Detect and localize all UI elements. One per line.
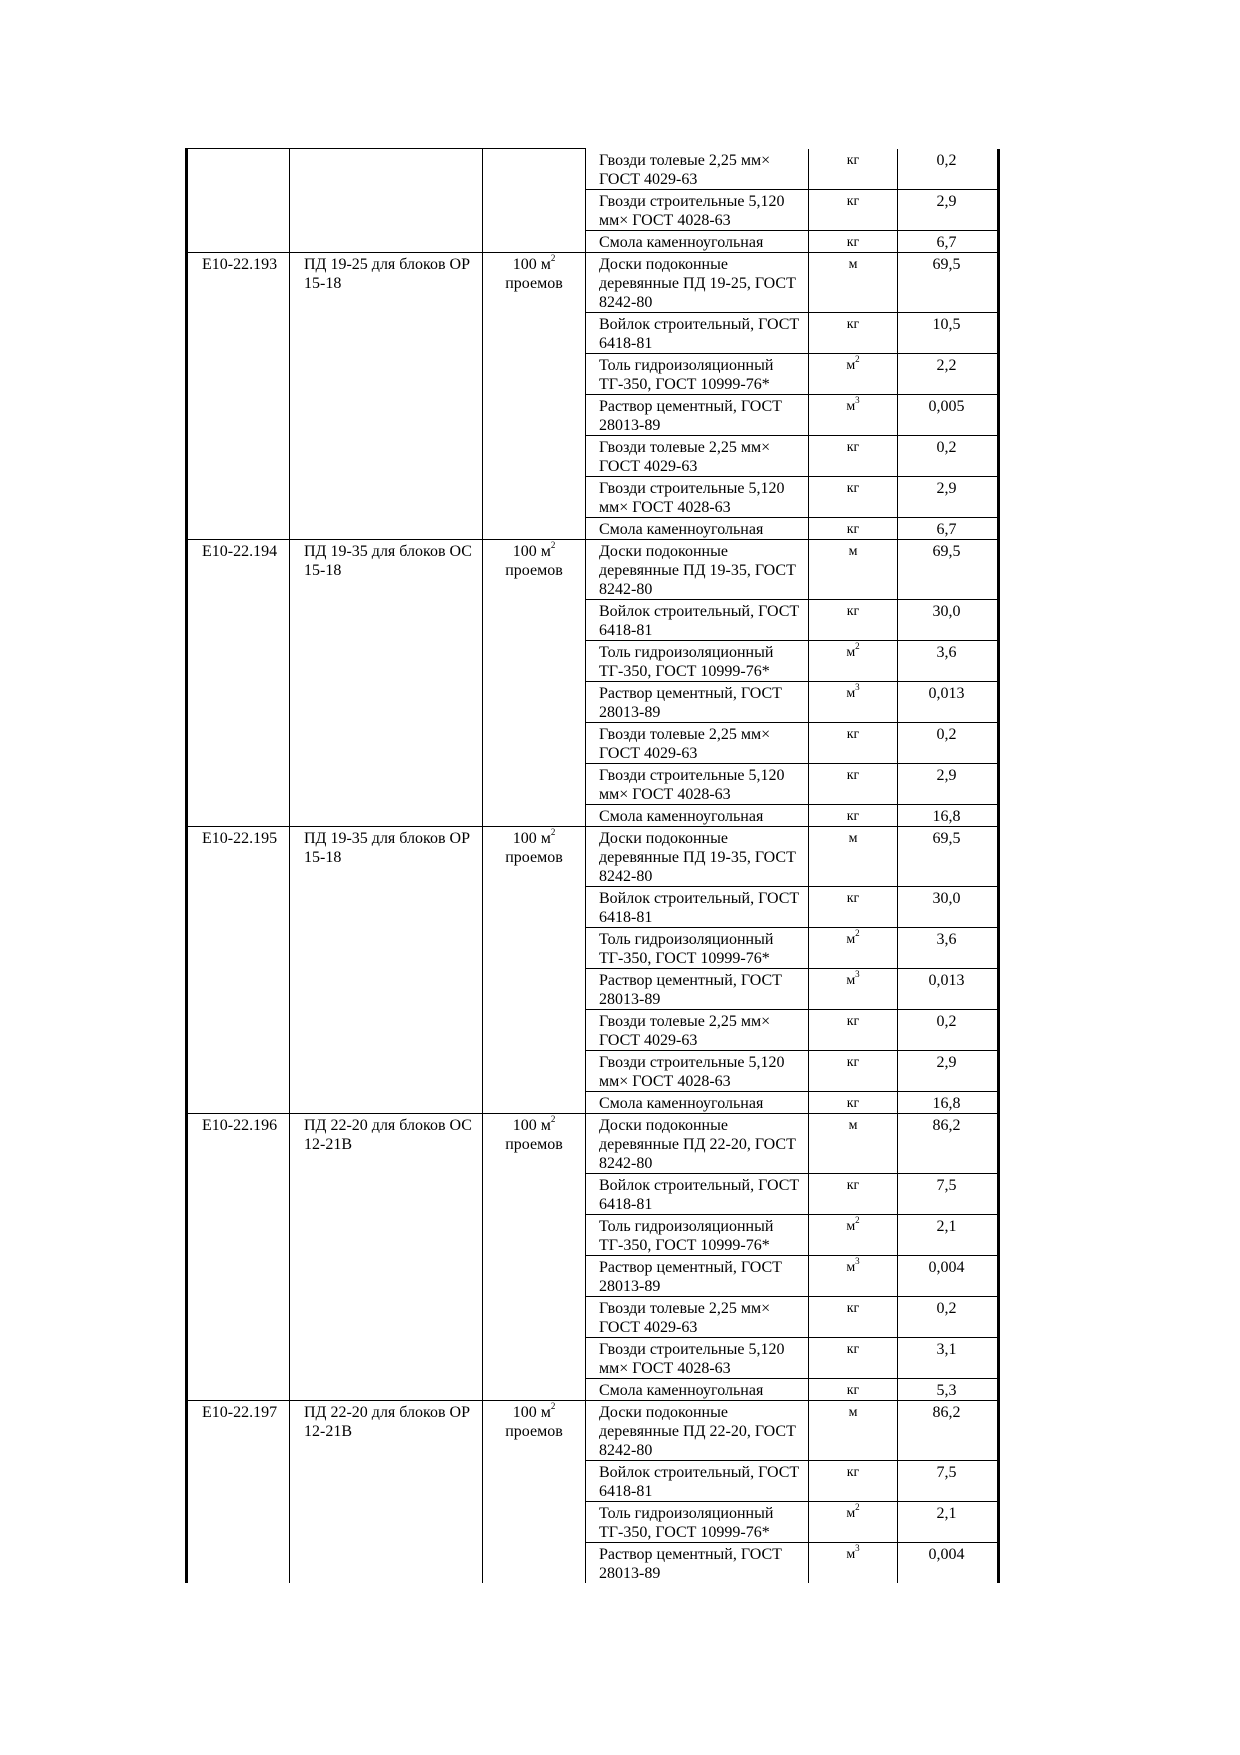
cell-code: [187, 353, 290, 394]
cell-resource-value: 0,004: [898, 1542, 999, 1583]
cell-resource-name: Гвозди толевые 2,25 мм× ГОСТ 4029-63: [586, 1009, 809, 1050]
cell-work-name: [290, 312, 483, 353]
cell-resource-unit: м: [809, 1113, 898, 1173]
cell-code: [187, 681, 290, 722]
cell-resource-value: 7,5: [898, 1173, 999, 1214]
cell-resource-unit: кг: [809, 886, 898, 927]
cell-resource-value: 6,7: [898, 230, 999, 252]
cell-code: [187, 1009, 290, 1050]
cell-measure-unit: [483, 1050, 586, 1091]
table-row: [187, 1460, 999, 1501]
cell-measure-unit: [483, 763, 586, 804]
cell-measure-unit: [483, 1091, 586, 1113]
cell-measure-unit: [483, 1296, 586, 1337]
cell-resource-unit: кг: [809, 230, 898, 252]
cell-code: Е10-22.197: [187, 1400, 290, 1460]
cell-resource-value: 3,6: [898, 927, 999, 968]
cell-resource-value: 16,8: [898, 1091, 999, 1113]
cell-measure-unit: [483, 353, 586, 394]
table-row: [187, 353, 999, 394]
cell-resource-unit: $м^2$: [809, 640, 898, 681]
cell-code: [187, 1214, 290, 1255]
cell-resource-unit: $м^3$: [809, 394, 898, 435]
table-row: [187, 1091, 999, 1113]
cell-work-name: [290, 681, 483, 722]
cell-code: [187, 1255, 290, 1296]
cell-code: [187, 763, 290, 804]
cell-measure-unit: 100 $м^2$ проемов: [483, 252, 586, 312]
cell-work-name: ПД 19-35 для блоков ОР 15-18: [290, 826, 483, 886]
cell-code: [187, 1296, 290, 1337]
cell-measure-unit: [483, 886, 586, 927]
cell-resource-name: Раствор цементный, ГОСТ 28013-89: [586, 1255, 809, 1296]
cell-work-name: [290, 517, 483, 539]
cell-work-name: [290, 1009, 483, 1050]
cell-resource-name: Раствор цементный, ГОСТ 28013-89: [586, 1542, 809, 1583]
cell-measure-unit: [483, 1460, 586, 1501]
table-row: [187, 1296, 999, 1337]
cell-resource-name: Гвозди толевые 2,25 мм× ГОСТ 4029-63: [586, 149, 809, 190]
table-row: [187, 968, 999, 1009]
table-row: [187, 252, 999, 312]
cell-resource-value: 0,013: [898, 681, 999, 722]
cell-resource-name: Гвозди строительные 5,120 мм× ГОСТ 4028-63: [586, 189, 809, 230]
cell-resource-value: 2,9: [898, 763, 999, 804]
cell-resource-value: 0,2: [898, 722, 999, 763]
cell-resource-unit: кг: [809, 1173, 898, 1214]
cell-code: [187, 722, 290, 763]
cell-resource-name: Гвозди толевые 2,25 мм× ГОСТ 4029-63: [586, 722, 809, 763]
cell-resource-unit: м: [809, 1400, 898, 1460]
cell-resource-name: Доски подоконные деревянные ПД 22-20, ГОСТ 8242-80: [586, 1113, 809, 1173]
cell-resource-unit: кг: [809, 476, 898, 517]
cell-measure-unit: [483, 1009, 586, 1050]
cell-measure-unit: [483, 804, 586, 826]
cell-resource-unit: кг: [809, 1460, 898, 1501]
cell-code: [187, 435, 290, 476]
cell-code: Е10-22.196: [187, 1113, 290, 1173]
cell-resource-unit: кг: [809, 1337, 898, 1378]
cell-measure-unit: [483, 1542, 586, 1583]
table-row: [187, 476, 999, 517]
cell-resource-unit: $м^2$: [809, 353, 898, 394]
table-row: [187, 230, 999, 252]
cell-resource-name: Гвозди строительные 5,120 мм× ГОСТ 4028-63: [586, 1337, 809, 1378]
cell-work-name: [290, 927, 483, 968]
cell-resource-name: Смола каменноугольная: [586, 1378, 809, 1400]
cell-work-name: [290, 1091, 483, 1113]
cell-resource-name: Смола каменноугольная: [586, 517, 809, 539]
cell-code: [187, 189, 290, 230]
cell-resource-unit: кг: [809, 189, 898, 230]
cell-resource-name: Раствор цементный, ГОСТ 28013-89: [586, 681, 809, 722]
cell-code: [187, 640, 290, 681]
cell-resource-name: Раствор цементный, ГОСТ 28013-89: [586, 394, 809, 435]
cell-resource-unit: $м^3$: [809, 968, 898, 1009]
cell-resource-value: 2,1: [898, 1214, 999, 1255]
cell-code: [187, 1173, 290, 1214]
cell-work-name: [290, 640, 483, 681]
cell-code: [187, 1378, 290, 1400]
table-row: [187, 1378, 999, 1400]
table-row: [187, 539, 999, 599]
cell-work-name: [290, 1378, 483, 1400]
table-row: [187, 312, 999, 353]
cell-measure-unit: [483, 1255, 586, 1296]
table-row: [187, 435, 999, 476]
table-row: [187, 927, 999, 968]
norms-table-body: [187, 149, 999, 1583]
table-row: [187, 1255, 999, 1296]
cell-work-name: [290, 189, 483, 230]
cell-resource-unit: $м^2$: [809, 927, 898, 968]
table-row: [187, 1501, 999, 1542]
cell-resource-name: Гвозди толевые 2,25 мм× ГОСТ 4029-63: [586, 1296, 809, 1337]
cell-measure-unit: [483, 189, 586, 230]
table-row: [187, 763, 999, 804]
cell-resource-name: Толь гидроизоляционный ТГ-350, ГОСТ 10999-76*: [586, 927, 809, 968]
cell-resource-name: Толь гидроизоляционный ТГ-350, ГОСТ 10999-76*: [586, 1501, 809, 1542]
cell-resource-value: 0,2: [898, 435, 999, 476]
cell-code: [187, 1050, 290, 1091]
cell-resource-unit: м: [809, 252, 898, 312]
cell-resource-value: 5,3: [898, 1378, 999, 1400]
cell-resource-unit: $м^2$: [809, 1501, 898, 1542]
cell-resource-name: Войлок строительный, ГОСТ 6418-81: [586, 599, 809, 640]
cell-resource-name: Гвозди строительные 5,120 мм× ГОСТ 4028-63: [586, 763, 809, 804]
cell-measure-unit: [483, 476, 586, 517]
cell-resource-name: Гвозди толевые 2,25 мм× ГОСТ 4029-63: [586, 435, 809, 476]
cell-code: [187, 1460, 290, 1501]
cell-resource-value: 0,004: [898, 1255, 999, 1296]
cell-resource-name: Доски подоконные деревянные ПД 19-25, ГОСТ 8242-80: [586, 252, 809, 312]
table-row: [187, 1009, 999, 1050]
cell-code: [187, 476, 290, 517]
cell-resource-name: Доски подоконные деревянные ПД 19-35, ГОСТ 8242-80: [586, 826, 809, 886]
cell-resource-unit: кг: [809, 763, 898, 804]
cell-code: [187, 312, 290, 353]
cell-resource-value: 2,1: [898, 1501, 999, 1542]
cell-work-name: [290, 476, 483, 517]
cell-code: [187, 1337, 290, 1378]
cell-resource-name: Раствор цементный, ГОСТ 28013-89: [586, 968, 809, 1009]
cell-resource-unit: кг: [809, 1091, 898, 1113]
cell-work-name: [290, 435, 483, 476]
cell-work-name: [290, 1050, 483, 1091]
cell-code: [187, 804, 290, 826]
cell-work-name: [290, 1460, 483, 1501]
cell-code: [187, 1091, 290, 1113]
cell-code: Е10-22.194: [187, 539, 290, 599]
cell-measure-unit: [483, 927, 586, 968]
cell-work-name: [290, 353, 483, 394]
cell-resource-name: Толь гидроизоляционный ТГ-350, ГОСТ 10999-76*: [586, 1214, 809, 1255]
cell-work-name: [290, 1214, 483, 1255]
cell-measure-unit: [483, 230, 586, 252]
cell-code: [187, 927, 290, 968]
cell-resource-unit: кг: [809, 804, 898, 826]
cell-resource-value: 86,2: [898, 1113, 999, 1173]
cell-work-name: [290, 886, 483, 927]
cell-code: [187, 599, 290, 640]
cell-measure-unit: [483, 517, 586, 539]
cell-resource-unit: кг: [809, 1050, 898, 1091]
cell-resource-value: 69,5: [898, 826, 999, 886]
cell-resource-name: Войлок строительный, ГОСТ 6418-81: [586, 312, 809, 353]
cell-resource-name: Смола каменноугольная: [586, 804, 809, 826]
cell-resource-name: Гвозди строительные 5,120 мм× ГОСТ 4028-63: [586, 1050, 809, 1091]
cell-resource-name: Толь гидроизоляционный ТГ-350, ГОСТ 10999-76*: [586, 640, 809, 681]
cell-resource-value: 86,2: [898, 1400, 999, 1460]
cell-resource-value: 16,8: [898, 804, 999, 826]
table-row: [187, 826, 999, 886]
cell-measure-unit: [483, 1214, 586, 1255]
table-row: [187, 517, 999, 539]
table-row: [187, 189, 999, 230]
cell-resource-value: 3,1: [898, 1337, 999, 1378]
cell-resource-unit: м: [809, 539, 898, 599]
cell-work-name: [290, 804, 483, 826]
cell-resource-name: Войлок строительный, ГОСТ 6418-81: [586, 1173, 809, 1214]
cell-resource-unit: кг: [809, 1378, 898, 1400]
table-row: [187, 149, 999, 190]
cell-resource-value: 10,5: [898, 312, 999, 353]
cell-measure-unit: [483, 599, 586, 640]
cell-resource-value: 30,0: [898, 599, 999, 640]
cell-measure-unit: 100 $м^2$ проемов: [483, 1400, 586, 1460]
cell-resource-value: 30,0: [898, 886, 999, 927]
cell-resource-unit: кг: [809, 435, 898, 476]
cell-resource-value: 2,9: [898, 189, 999, 230]
cell-work-name: [290, 394, 483, 435]
table-row: [187, 1400, 999, 1460]
cell-measure-unit: [483, 435, 586, 476]
cell-code: [187, 230, 290, 252]
cell-work-name: [290, 1255, 483, 1296]
cell-code: [187, 517, 290, 539]
cell-resource-unit: кг: [809, 312, 898, 353]
cell-work-name: ПД 22-20 для блоков ОР 12-21В: [290, 1400, 483, 1460]
cell-resource-unit: м: [809, 826, 898, 886]
cell-resource-value: 0,2: [898, 1009, 999, 1050]
cell-resource-value: 0,2: [898, 1296, 999, 1337]
cell-measure-unit: [483, 681, 586, 722]
cell-work-name: [290, 1296, 483, 1337]
cell-resource-name: Доски подоконные деревянные ПД 19-35, ГОСТ 8242-80: [586, 539, 809, 599]
cell-code: [187, 886, 290, 927]
cell-work-name: [290, 722, 483, 763]
cell-resource-name: Доски подоконные деревянные ПД 22-20, ГОСТ 8242-80: [586, 1400, 809, 1460]
table-row: [187, 804, 999, 826]
cell-resource-value: 69,5: [898, 252, 999, 312]
cell-resource-value: 7,5: [898, 1460, 999, 1501]
cell-code: [187, 149, 290, 190]
cell-measure-unit: 100 $м^2$ проемов: [483, 826, 586, 886]
cell-work-name: [290, 1542, 483, 1583]
cell-resource-name: Гвозди строительные 5,120 мм× ГОСТ 4028-63: [586, 476, 809, 517]
cell-resource-value: 6,7: [898, 517, 999, 539]
cell-work-name: [290, 1337, 483, 1378]
cell-code: [187, 1542, 290, 1583]
cell-measure-unit: [483, 968, 586, 1009]
cell-resource-unit: кг: [809, 599, 898, 640]
table-row: [187, 599, 999, 640]
cell-resource-unit: $м^2$: [809, 1214, 898, 1255]
cell-measure-unit: [483, 722, 586, 763]
cell-resource-name: Толь гидроизоляционный ТГ-350, ГОСТ 10999-76*: [586, 353, 809, 394]
cell-code: Е10-22.195: [187, 826, 290, 886]
cell-resource-unit: $м^3$: [809, 1542, 898, 1583]
table-row: [187, 886, 999, 927]
cell-measure-unit: [483, 1337, 586, 1378]
table-row: [187, 681, 999, 722]
cell-measure-unit: [483, 640, 586, 681]
table-row: [187, 394, 999, 435]
table-row: [187, 1173, 999, 1214]
cell-measure-unit: [483, 394, 586, 435]
cell-measure-unit: 100 $м^2$ проемов: [483, 539, 586, 599]
cell-code: Е10-22.193: [187, 252, 290, 312]
cell-resource-name: Смола каменноугольная: [586, 1091, 809, 1113]
table-row: [187, 1337, 999, 1378]
table-row: [187, 1113, 999, 1173]
cell-resource-value: 3,6: [898, 640, 999, 681]
cell-resource-value: 69,5: [898, 539, 999, 599]
cell-measure-unit: [483, 1501, 586, 1542]
cell-resource-name: Смола каменноугольная: [586, 230, 809, 252]
cell-measure-unit: [483, 1378, 586, 1400]
cell-code: [187, 394, 290, 435]
cell-work-name: ПД 22-20 для блоков ОС 12-21В: [290, 1113, 483, 1173]
cell-measure-unit: [483, 312, 586, 353]
cell-resource-unit: кг: [809, 149, 898, 190]
table-row: [187, 1214, 999, 1255]
cell-resource-value: 2,9: [898, 476, 999, 517]
cell-work-name: [290, 763, 483, 804]
cell-work-name: [290, 1501, 483, 1542]
cell-resource-unit: кг: [809, 1296, 898, 1337]
cell-measure-unit: [483, 1173, 586, 1214]
table-row: [187, 1050, 999, 1091]
cell-resource-value: 2,2: [898, 353, 999, 394]
cell-resource-value: 0,2: [898, 149, 999, 190]
cell-code: [187, 1501, 290, 1542]
cell-measure-unit: 100 $м^2$ проемов: [483, 1113, 586, 1173]
cell-code: [187, 968, 290, 1009]
cell-resource-unit: $м^3$: [809, 681, 898, 722]
cell-resource-unit: кг: [809, 1009, 898, 1050]
table-row: [187, 722, 999, 763]
cell-resource-unit: кг: [809, 722, 898, 763]
cell-resource-value: 2,9: [898, 1050, 999, 1091]
cell-work-name: [290, 968, 483, 1009]
norms-table: [185, 148, 1000, 1583]
cell-work-name: [290, 230, 483, 252]
cell-work-name: ПД 19-25 для блоков ОР 15-18: [290, 252, 483, 312]
cell-resource-unit: $м^3$: [809, 1255, 898, 1296]
cell-resource-name: Войлок строительный, ГОСТ 6418-81: [586, 886, 809, 927]
table-row: [187, 1542, 999, 1583]
cell-work-name: [290, 1173, 483, 1214]
cell-work-name: [290, 149, 483, 190]
cell-resource-name: Войлок строительный, ГОСТ 6418-81: [586, 1460, 809, 1501]
cell-work-name: [290, 599, 483, 640]
cell-resource-value: 0,013: [898, 968, 999, 1009]
cell-resource-unit: кг: [809, 517, 898, 539]
cell-resource-value: 0,005: [898, 394, 999, 435]
cell-measure-unit: [483, 149, 586, 190]
table-row: [187, 640, 999, 681]
cell-work-name: ПД 19-35 для блоков ОС 15-18: [290, 539, 483, 599]
